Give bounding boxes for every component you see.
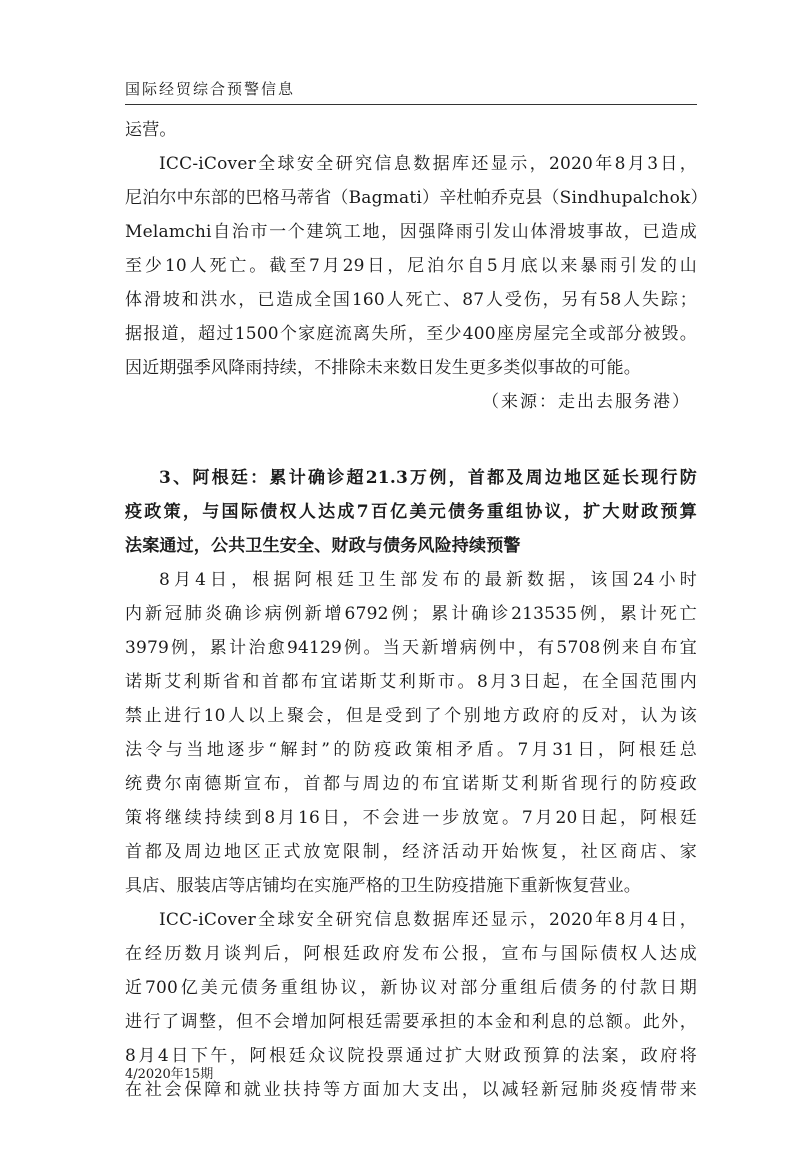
text-line: 体滑坡和洪水，已造成全国160人死亡、87人受伤，另有58人失踪； [125,290,697,310]
source-note: （来源：走出去服务港） [482,392,691,412]
text-line: 尼泊尔中东部的巴格马蒂省（Bagmati）辛杜帕乔克县（Sindhupalchok） [125,188,708,208]
text-line: 运营。 [125,120,177,140]
text-line: 内新冠肺炎确诊病例新增6792例；累计确诊213535例，累计死亡 [125,604,697,624]
text-line: 据报道，超过1500个家庭流离失所，至少400座房屋完全或部分被毁。 [125,324,697,344]
text-line: 因近期强季风降雨持续，不排除未来数日发生更多类似事故的可能。 [125,358,641,378]
heading-line: 法案通过，公共卫生安全、财政与债务风险持续预警 [125,536,521,556]
text-line: 8月4日，根据阿根廷卫生部发布的最新数据，该国24小时 [159,570,697,590]
text-line: 在经历数月谈判后，阿根廷政府发布公报，宣布与国际债权人达成 [125,944,697,964]
article-body [125,113,708,1107]
heading-line: 疫政策，与国际债权人达成7百亿美元债务重组协议，扩大财政预算 [125,502,697,522]
text-line: 首都及周边地区正式放宽限制，经济活动开始恢复，社区商店、家 [125,842,697,862]
text-line: 8月4日下午，阿根廷众议院投票通过扩大财政预算的法案，政府将 [125,1046,697,1066]
text-line: ICC-iCover全球安全研究信息数据库还显示，2020年8月4日， [159,910,697,930]
text-line: ICC-iCover全球安全研究信息数据库还显示，2020年8月3日， [159,154,697,174]
text-line: 统费尔南德斯宣布，首都与周边的布宜诺斯艾利斯省现行的防疫政 [125,774,697,794]
text-line: 进行了调整，但不会增加阿根廷需要承担的本金和利息的总额。此外， [125,1012,697,1032]
text-line: 法令与当地逐步“解封”的防疫政策相矛盾。7月31日，阿根廷总 [125,740,697,760]
header-rule [125,104,697,105]
paragraph-argentina-covid [125,563,697,903]
text-line: 3979例，累计治愈94129例。当天新增病例中，有5708例来自布宜 [125,638,697,658]
text-line: 具店、服装店等店铺均在实施严格的卫生防疫措施下重新恢复营业。 [125,876,641,896]
text-line: 在社会保障和就业扶持等方面加大支出，以减轻新冠肺炎疫情带来 [125,1080,697,1100]
section-gap [125,419,697,461]
paragraph-continuation [125,113,697,147]
heading-line: 3、阿根廷：累计确诊超21.3万例，首都及周边地区延长现行防 [159,468,697,488]
section-heading [125,461,697,563]
paragraph-nepal [125,147,708,385]
text-line: 诺斯艾利斯省和首都布宜诺斯艾利斯市。8月3日起，在全国范围内 [125,672,697,692]
text-line: 禁止进行10人以上聚会，但是受到了个别地方政府的反对，认为该 [125,706,697,726]
text-line: Melamchi自治市一个建筑工地，因强降雨引发山体滑坡事故，已造成 [125,222,697,242]
text-line: 近700亿美元债务重组协议，新协议对部分重组后债务的付款日期 [125,978,697,998]
text-line: 策将继续持续到8月16日，不会进一步放宽。7月20日起，阿根廷 [125,808,697,828]
text-line: 至少10人死亡。截至7月29日，尼泊尔自5月底以来暴雨引发的山 [125,256,697,276]
page-footer: 4/2020年15期 [125,1067,214,1082]
running-header: 国际经贸综合预警信息 [125,80,296,98]
